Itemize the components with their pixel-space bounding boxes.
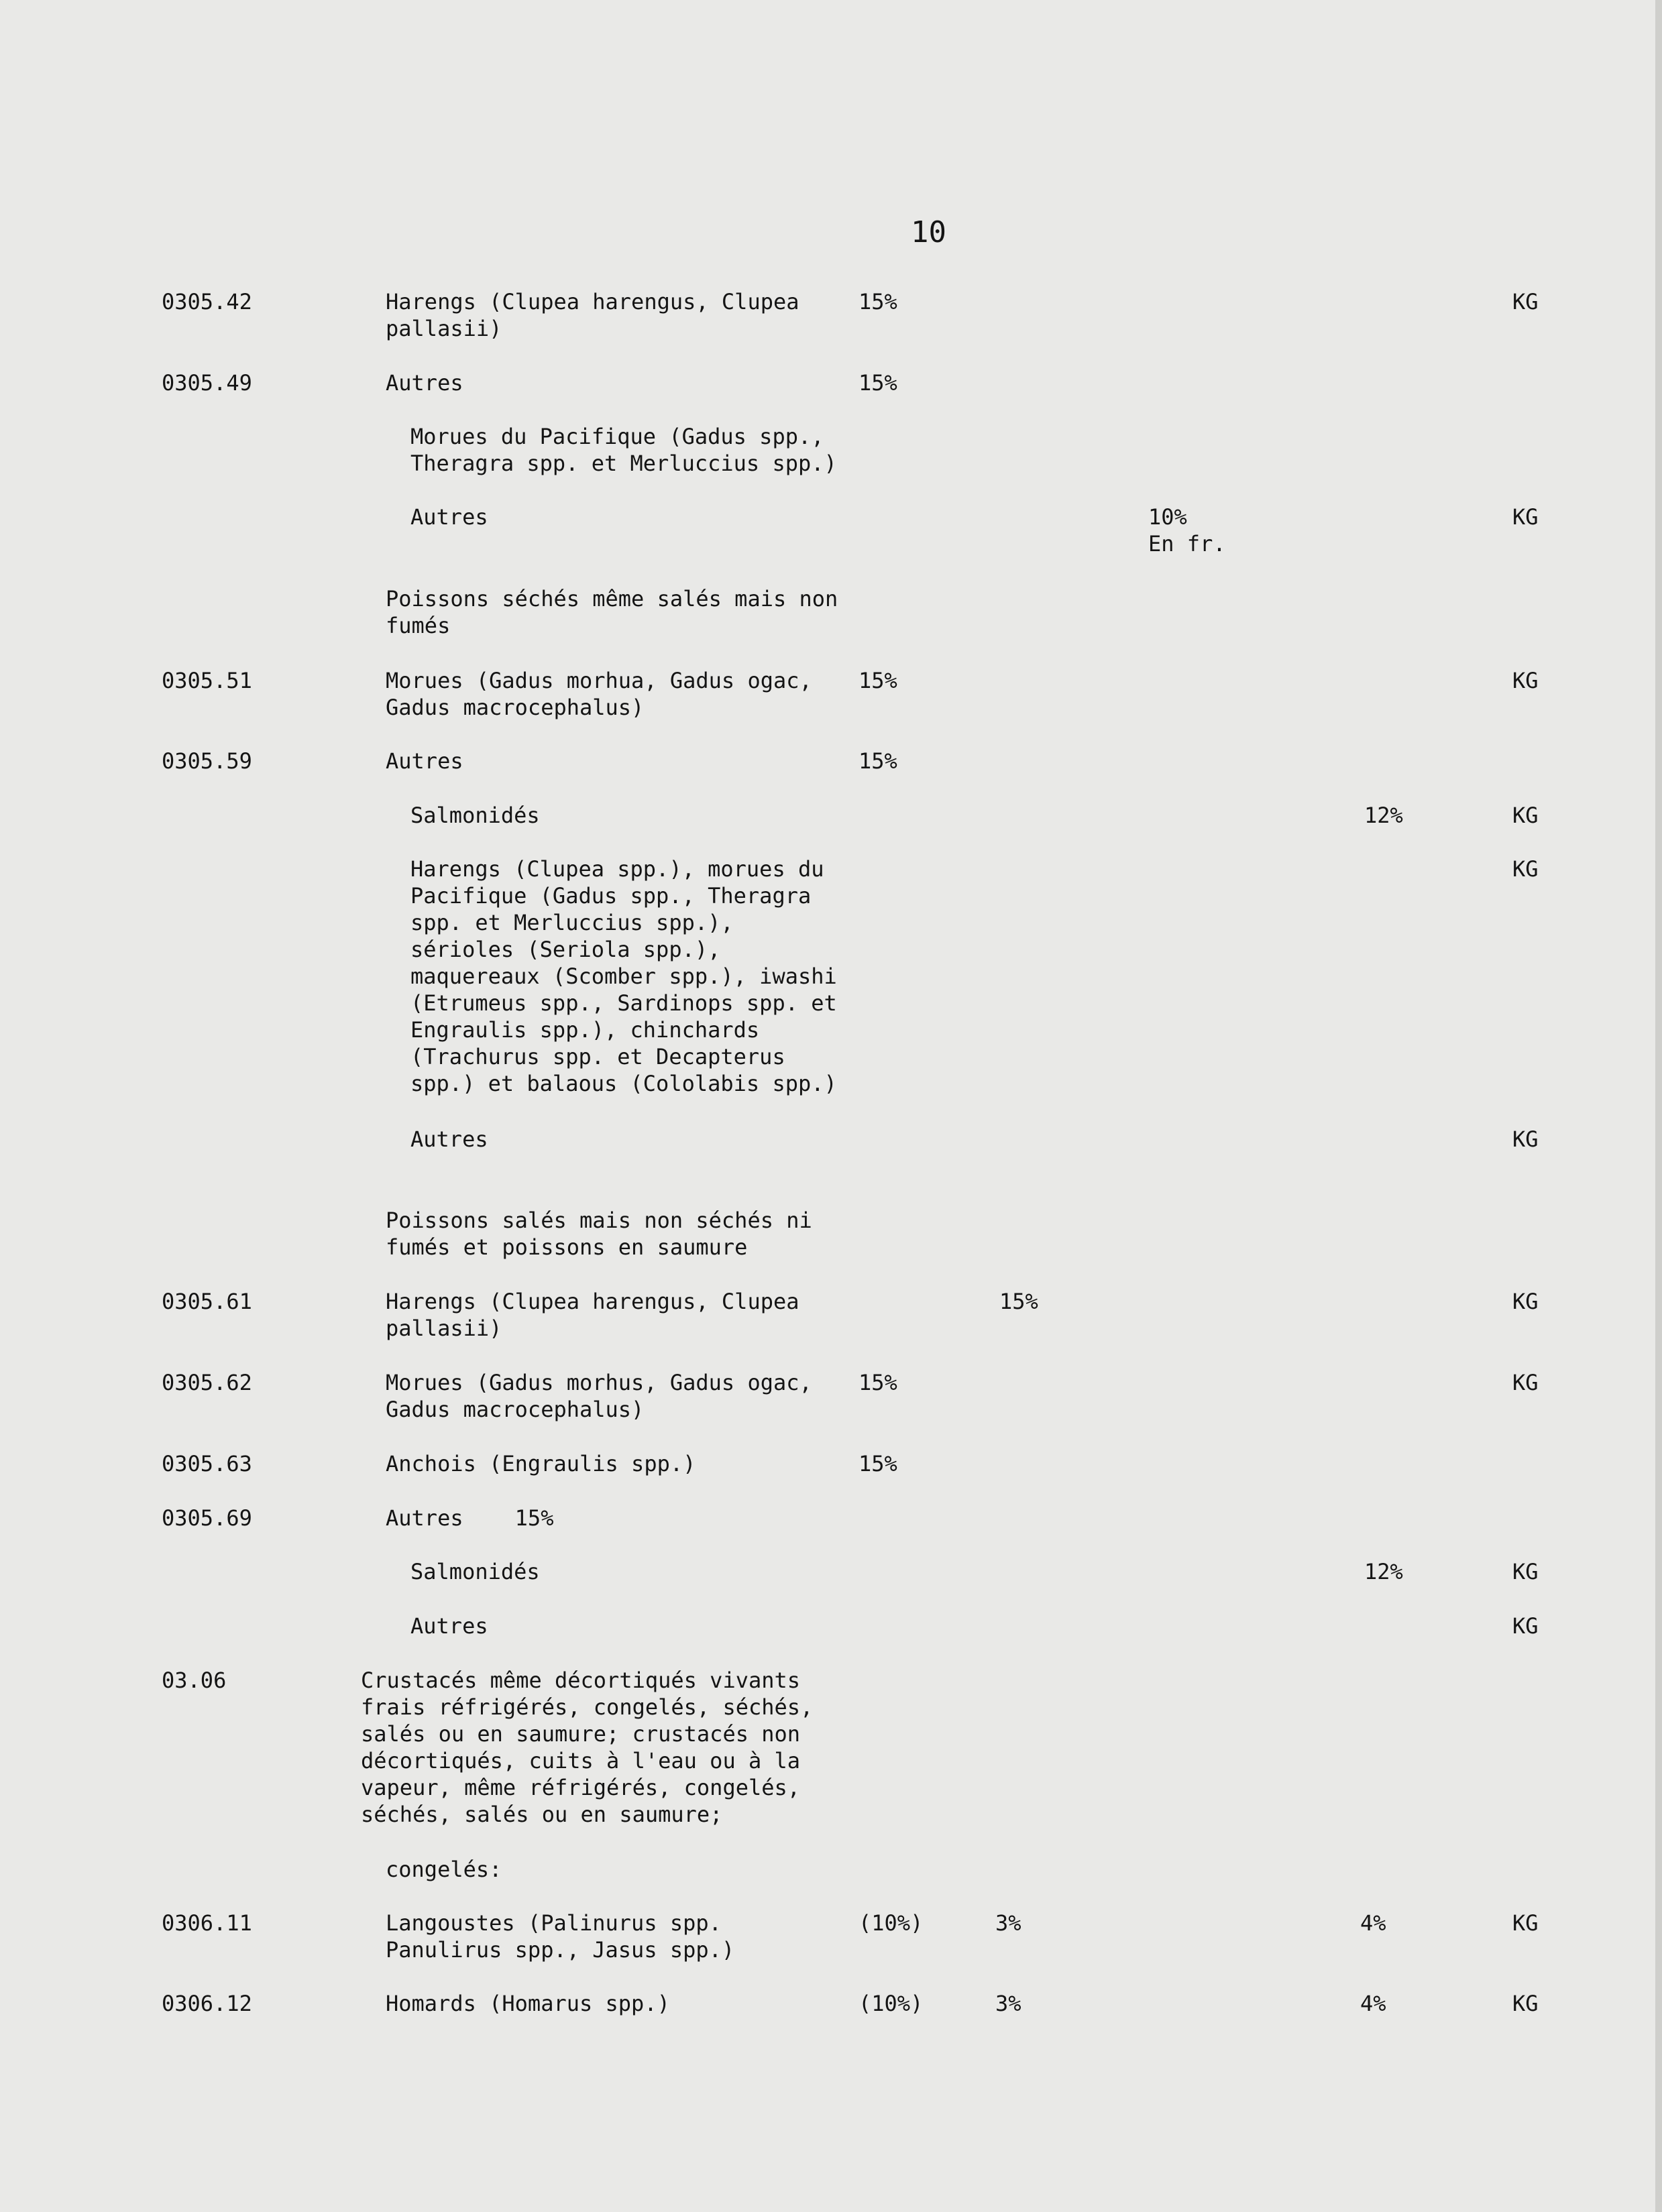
unit: KG	[1512, 803, 1539, 828]
rate: 12%	[1364, 1559, 1403, 1584]
description: Morues (Gadus morhua, Gadus ogac, Gadus macrocephalus)	[386, 668, 812, 720]
page-edge-shadow	[1655, 0, 1662, 2212]
unit: KG	[1512, 1910, 1539, 1936]
unit: KG	[1512, 1289, 1539, 1314]
section-heading: congelés:	[386, 1857, 502, 1882]
rate: 10% En fr.	[1148, 504, 1226, 557]
tariff-code: 0305.69	[162, 1505, 252, 1531]
section-heading: Poissons séchés même salés mais non fumés	[386, 586, 838, 638]
description: Harengs (Clupea spp.), morues du Pacifique (Gadus spp., Theragra spp. et Merluccius spp.), sérioles (Seriola spp.), maquereaux (Scomber spp.), iwashi (Etrumeus spp., Sardinops spp. et Engraulis spp.), chinchards (Trachurus spp. et Decapterus spp.) et balaous (Cololabis spp.)	[410, 856, 837, 1096]
rate: 4%	[1360, 1991, 1386, 2016]
tariff-code: 0305.62	[162, 1370, 252, 1395]
unit: KG	[1512, 1559, 1539, 1584]
rate: 15%	[858, 1370, 897, 1395]
rate: 15%	[999, 1289, 1038, 1314]
description: Langoustes (Palinurus spp. Panulirus spp., Jasus spp.)	[386, 1910, 735, 1963]
description: Salmonidés	[410, 1559, 540, 1584]
tariff-code: 0305.63	[162, 1451, 252, 1476]
page-number: 10	[911, 215, 946, 249]
unit: KG	[1512, 504, 1539, 530]
unit: KG	[1512, 668, 1539, 693]
description: Morues du Pacifique (Gadus spp., Theragra spp. et Merluccius spp.)	[410, 424, 837, 476]
description: Harengs (Clupea harengus, Clupea pallasii)	[386, 1289, 799, 1341]
tariff-code: 0305.49	[162, 370, 252, 396]
unit: KG	[1512, 856, 1539, 882]
rate: 15%	[858, 1451, 897, 1476]
tariff-code: 0306.12	[162, 1991, 252, 2016]
tariff-code: 0305.59	[162, 748, 252, 774]
rate: 3%	[995, 1991, 1021, 2016]
unit: KG	[1512, 1613, 1539, 1639]
description: Autres	[410, 504, 488, 530]
description: Autres 15%	[386, 1505, 554, 1531]
description: Harengs (Clupea harengus, Clupea pallasii)	[386, 289, 799, 341]
unit: KG	[1512, 289, 1539, 314]
tariff-code: 0305.51	[162, 668, 252, 693]
unit: KG	[1512, 1991, 1539, 2016]
section-heading: Poissons salés mais non séchés ni fumés et poissons en saumure	[386, 1208, 812, 1260]
rate: 12%	[1364, 803, 1403, 828]
description: Morues (Gadus morhus, Gadus ogac, Gadus macrocephalus)	[386, 1370, 812, 1422]
description: Anchois (Engraulis spp.)	[386, 1451, 696, 1476]
rate: 3%	[995, 1910, 1021, 1936]
rate: 15%	[858, 370, 897, 396]
rate: 15%	[858, 748, 897, 774]
rate: 4%	[1360, 1910, 1386, 1936]
rate: 15%	[858, 668, 897, 693]
description: Crustacés même décortiqués vivants frais réfrigérés, congelés, séchés, salés ou en saumure; crustacés non décortiqués, cuits à l'eau ou à la vapeur, même réfrigérés, congelés, séchés, salés ou en saumure;	[361, 1668, 814, 1827]
description: Salmonidés	[410, 803, 540, 828]
description: Autres	[386, 748, 463, 774]
unit: KG	[1512, 1370, 1539, 1395]
unit: KG	[1512, 1126, 1539, 1152]
tariff-code: 0306.11	[162, 1910, 252, 1936]
rate: (10%)	[858, 1991, 924, 2016]
description: Autres	[410, 1126, 488, 1152]
description: Autres	[410, 1613, 488, 1639]
description: Homards (Homarus spp.)	[386, 1991, 670, 2016]
rate: (10%)	[858, 1910, 924, 1936]
tariff-code: 0305.42	[162, 289, 252, 314]
tariff-code: 03.06	[162, 1668, 227, 1693]
description: Autres	[386, 370, 463, 396]
tariff-code: 0305.61	[162, 1289, 252, 1314]
rate: 15%	[858, 289, 897, 314]
